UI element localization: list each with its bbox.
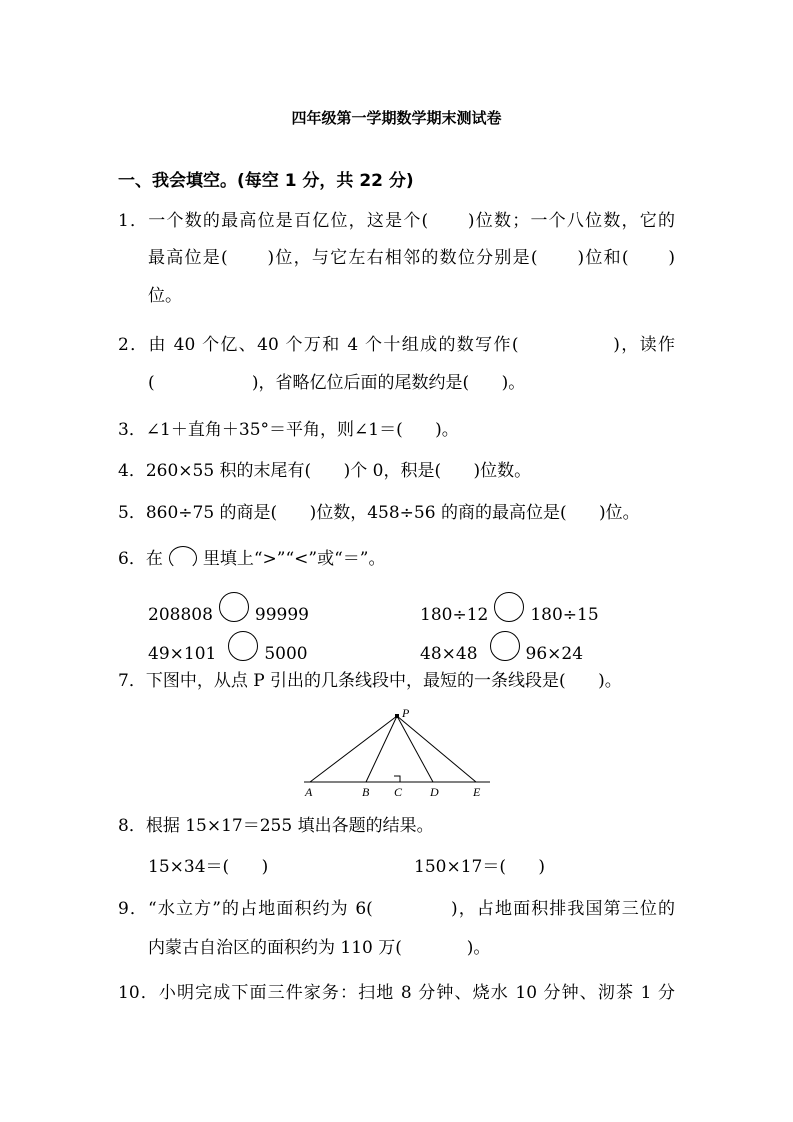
q1-line3: 位。 [148,286,182,306]
expr: 5000 [264,644,308,664]
segment-pa [310,716,397,782]
expr: 180÷12 [420,605,489,625]
q7: 7．下图中，从点 P 引出的几条线段中，最短的一条线段是( )。 [118,671,622,691]
q8-a: 15×34＝( ) [148,857,269,877]
geometry-figure [290,700,500,800]
q6-pre: 6．在 [118,549,163,569]
expr: 208808 [148,605,213,625]
q10: 10．小明完成下面三件家务：扫地 8 分钟、烧水 10 分钟、沏茶 1 分 [118,983,675,1003]
q3: 3．∠1＋直角＋35°＝平角，则∠1＝( )。 [118,420,459,440]
q6-row1-left [148,592,309,625]
q1-line1: 1．一个数的最高位是百亿位，这是个( )位数；一个八位数，它的 [118,211,675,231]
q6-row2-right [420,631,584,664]
label-a: A [305,785,313,799]
segment-pb [366,716,397,782]
expr: 49×101 [148,644,217,664]
q9-line2: 内蒙古自治区的面积约为 110 万( )。 [148,938,491,958]
q2-line2: ( )，省略亿位后面的尾数约是( )。 [148,373,526,393]
q4: 4．260×55 积的末尾有( )个 0，积是( )位数。 [118,461,532,481]
label-e: E [473,785,481,799]
compare-circle[interactable] [219,592,249,622]
compare-circle[interactable] [228,631,258,661]
q5: 5．860÷75 的商是( )位数，458÷56 的商的最高位是( )位。 [118,503,640,523]
expr: 99999 [254,605,309,625]
q6-row1-right [420,592,599,625]
q8-b: 150×17＝( ) [414,857,546,877]
section-heading: 一、我会填空。(每空 1 分，共 22 分) [118,171,414,191]
label-b: B [362,785,370,799]
q9-line1: 9．“水立方”的占地面积约为 6( )，占地面积排我国第三位的 [118,899,675,919]
label-c: C [394,785,403,799]
circle-icon [169,546,197,570]
q2-line1: 2．由 40 个亿、40 个万和 4 个十组成的数写作( )，读作 [118,335,675,355]
expr: 96×24 [525,644,584,664]
q6-row2-left [148,631,308,664]
expr: 48×48 [420,644,478,664]
segment-pd [397,716,433,782]
label-d: D [430,785,439,799]
q1-line2: 最高位是( )位，与它左右相邻的数位分别是( )位和( ) [148,248,675,268]
q6-post: 里填上“>”“<”或“＝”。 [202,549,386,569]
compare-circle[interactable] [490,631,520,661]
label-p: P [402,706,410,720]
right-angle-mark [394,776,400,782]
point-p [395,714,399,718]
expr: 180÷15 [530,605,599,625]
q8: 8．根据 15×17＝255 填出各题的结果。 [118,816,434,836]
q6 [118,546,385,568]
compare-circle[interactable] [494,592,524,622]
page-title: 四年级第一学期数学期末测试卷 [291,109,502,127]
segment-pe [397,716,476,782]
